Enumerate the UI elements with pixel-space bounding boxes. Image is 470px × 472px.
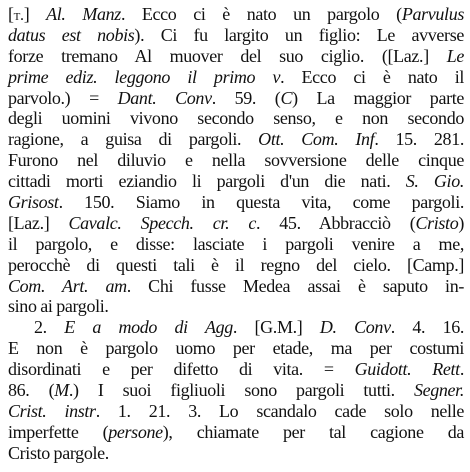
text-segment: . 15. 281. — [374, 129, 464, 150]
text-line — [8, 192, 464, 213]
text-segment: .) I suoi figliuoli sono pargoli tutti. — [68, 380, 414, 401]
italic-segment: Dant. Conv — [117, 87, 212, 108]
text-line — [8, 88, 464, 109]
text-segment: cittadi morti eziandio li pargoli d'un die nati. — [8, 171, 406, 192]
italic-segment: Crist. instr — [8, 400, 96, 421]
italic-segment: Grisost — [8, 192, 59, 213]
italic-segment: Al. Manz — [46, 4, 121, 24]
text-segment: ) — [458, 212, 465, 233]
italic-segment: Cavalc. Specch. cr. c — [68, 212, 256, 233]
text-segment: . 1. 21. 3. Lo scandalo cade solo nelle — [95, 400, 464, 421]
text-line — [8, 380, 464, 401]
text-segment: disordinati e per difetto di vita. = — [8, 359, 355, 380]
text-segment: sino ai pargoli. — [8, 296, 109, 317]
text-line — [8, 150, 464, 171]
italic-segment: E a modo di Agg — [64, 317, 233, 338]
italic-segment: Segner. — [413, 380, 464, 401]
italic-segment: Com. Art. am — [8, 275, 127, 296]
text-segment: Furono nel diluvio e nella sovversione delle cinque — [8, 150, 464, 171]
text-line — [8, 338, 464, 359]
text-line — [8, 213, 464, 234]
text-segment: Cristo pargole. — [8, 442, 109, 463]
text-segment: . 59. ( — [211, 87, 281, 108]
entry-text-block — [8, 4, 464, 464]
text-line — [8, 255, 464, 276]
text-segment: [Laz.] — [8, 212, 69, 233]
text-line — [8, 276, 464, 297]
text-line — [8, 171, 464, 192]
text-segment: il pargolo, e disse: lasciate i pargoli venire a me, — [8, 233, 464, 254]
text-segment: forze tremano Al muover del suo ciglio. ([Laz.] — [8, 45, 447, 66]
text-segment: . 4. 16. — [390, 317, 465, 338]
text-segment: ). Ci fu largito un figlio: Le avverse — [134, 24, 465, 45]
text-segment: 2. — [34, 317, 65, 338]
text-line — [8, 401, 464, 422]
text-line — [8, 317, 464, 338]
text-segment: perocchè di questi tali è il regno del cielo. [Camp.] — [8, 254, 464, 275]
text-line — [8, 296, 464, 317]
text-segment: . 45. Abbracciò ( — [256, 212, 416, 233]
italic-segment: persone — [108, 421, 163, 442]
text-line — [8, 67, 464, 88]
italic-segment: D. Conv — [319, 317, 391, 338]
italic-segment: C — [280, 87, 293, 108]
text-segment: E non è pargolo uomo per etade, ma per costumi — [8, 338, 464, 359]
text-line — [8, 129, 464, 150]
italic-segment: datus est nobis — [8, 24, 135, 45]
text-line — [8, 108, 464, 129]
text-segment: . 150. Siamo in questa vita, come pargoli. — [58, 192, 464, 213]
text-segment: . Ecco ci è nato il — [280, 66, 464, 87]
text-segment: . Chi fusse Medea assai è saputo in- — [126, 275, 465, 296]
text-line — [8, 234, 464, 255]
text-segment: ), chiamate per tal cagione da — [162, 421, 464, 442]
text-line — [8, 25, 464, 46]
italic-segment: S. Gio. — [405, 171, 464, 192]
italic-segment: Guidott. Rett — [354, 359, 460, 380]
text-segment: degli uomini vivono secondo senso, e non secondo — [8, 108, 464, 129]
text-segment: parvolo.) = — [8, 87, 118, 108]
italic-segment: prime ediz. leggono il primo v — [8, 66, 281, 87]
text-segment: ) La maggior parte — [292, 87, 465, 108]
italic-segment: M — [54, 380, 69, 401]
text-line — [8, 443, 464, 464]
text-line — [8, 359, 464, 380]
text-segment: [ — [8, 4, 14, 24]
italic-segment: Le — [446, 45, 464, 66]
text-segment: . [G.M.] — [232, 317, 320, 338]
text-segment: . Ecco ci è nato un pargolo ( — [120, 4, 402, 24]
text-line — [8, 422, 464, 443]
text-segment: 86. ( — [8, 380, 55, 401]
text-line — [8, 4, 464, 25]
text-segment: imperfette ( — [8, 421, 109, 442]
text-segment: . — [459, 359, 464, 380]
italic-segment: Cristo — [415, 212, 459, 233]
italic-segment: Ott. Com. Inf — [258, 129, 375, 150]
text-segment: t. — [13, 7, 24, 24]
text-line — [8, 46, 464, 67]
italic-segment: Parvulus — [401, 4, 465, 24]
text-segment: ] — [23, 4, 47, 24]
text-segment: ragione, a guisa di pargoli. — [8, 129, 259, 150]
